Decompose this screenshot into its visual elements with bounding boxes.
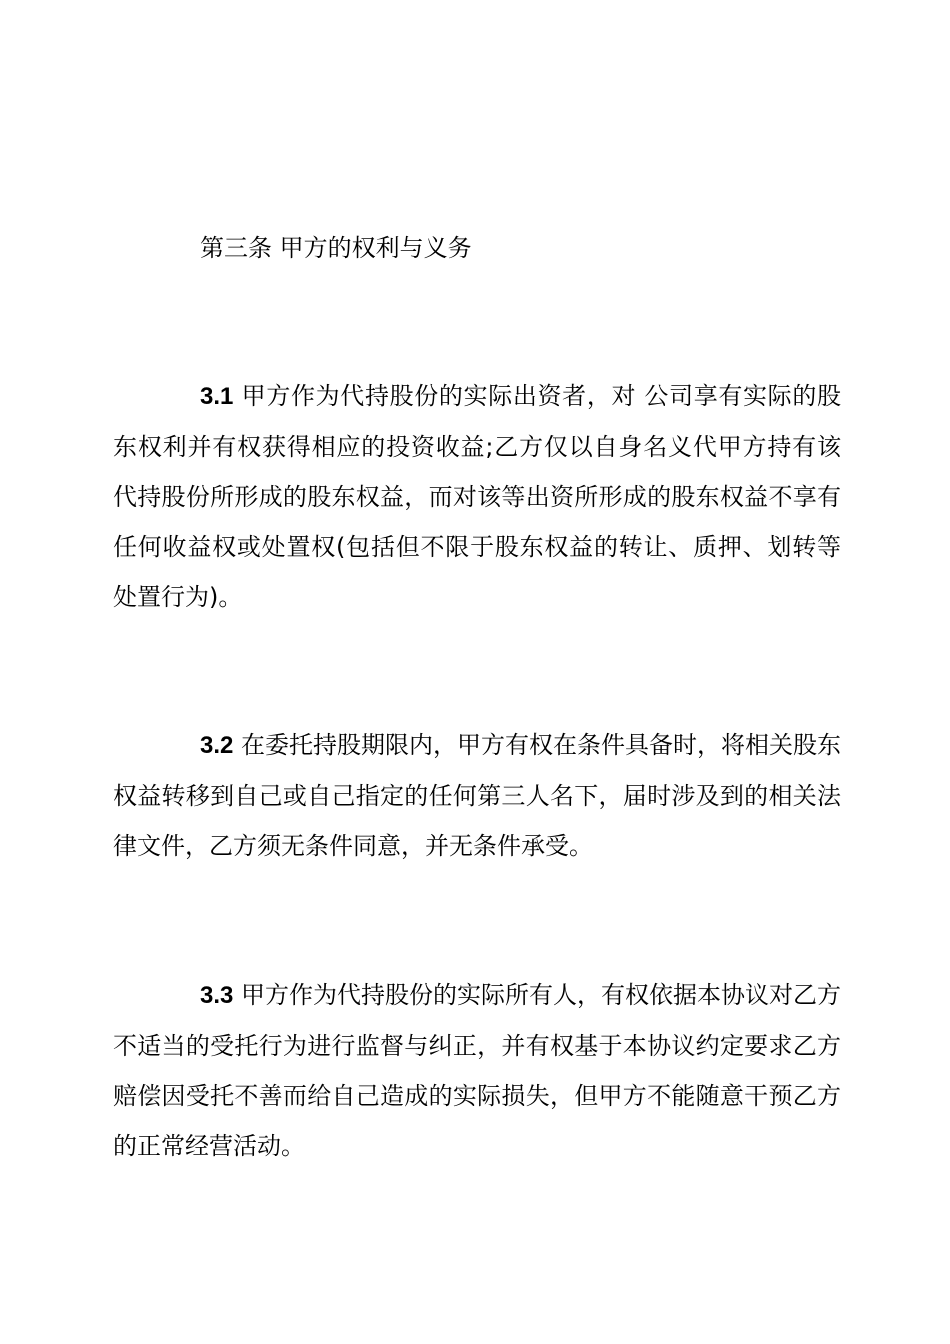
clause-3-2 [113,720,841,871]
clause-number: 3.2 [200,732,234,759]
clause-number: 3.1 [200,383,234,410]
clause-text: 甲方作为代持股份的实际出资者，对 公司享有实际的股东权利并有权获得相应的投资收益;乙方仅以自身名义代甲方持有该代持股份所形成的股东权益，而对该等出资所形成的股东权益不享有任何收益权或处置权(包括但不限于股东权益的转让、质押、划转等处置行为)。 [113,382,841,611]
clause-text: 甲方作为代持股份的实际所有人，有权依据本协议对乙方不适当的受托行为进行监督与纠正，并有权基于本协议约定要求乙方赔偿因受托不善而给自己造成的实际损失，但甲方不能随意干预乙方的正常经营活动。 [113,981,842,1160]
clause-3-1 [113,371,841,622]
clause-3-3 [113,970,841,1171]
section-heading: 第三条 甲方的权利与义务 [200,234,472,262]
clause-number: 3.3 [200,982,234,1009]
clause-text: 在委托持股期限内，甲方有权在条件具备时，将相关股东权益转移到自己或自己指定的任何第三人名下，届时涉及到的相关法律文件，乙方须无条件同意，并无条件承受。 [113,731,842,860]
